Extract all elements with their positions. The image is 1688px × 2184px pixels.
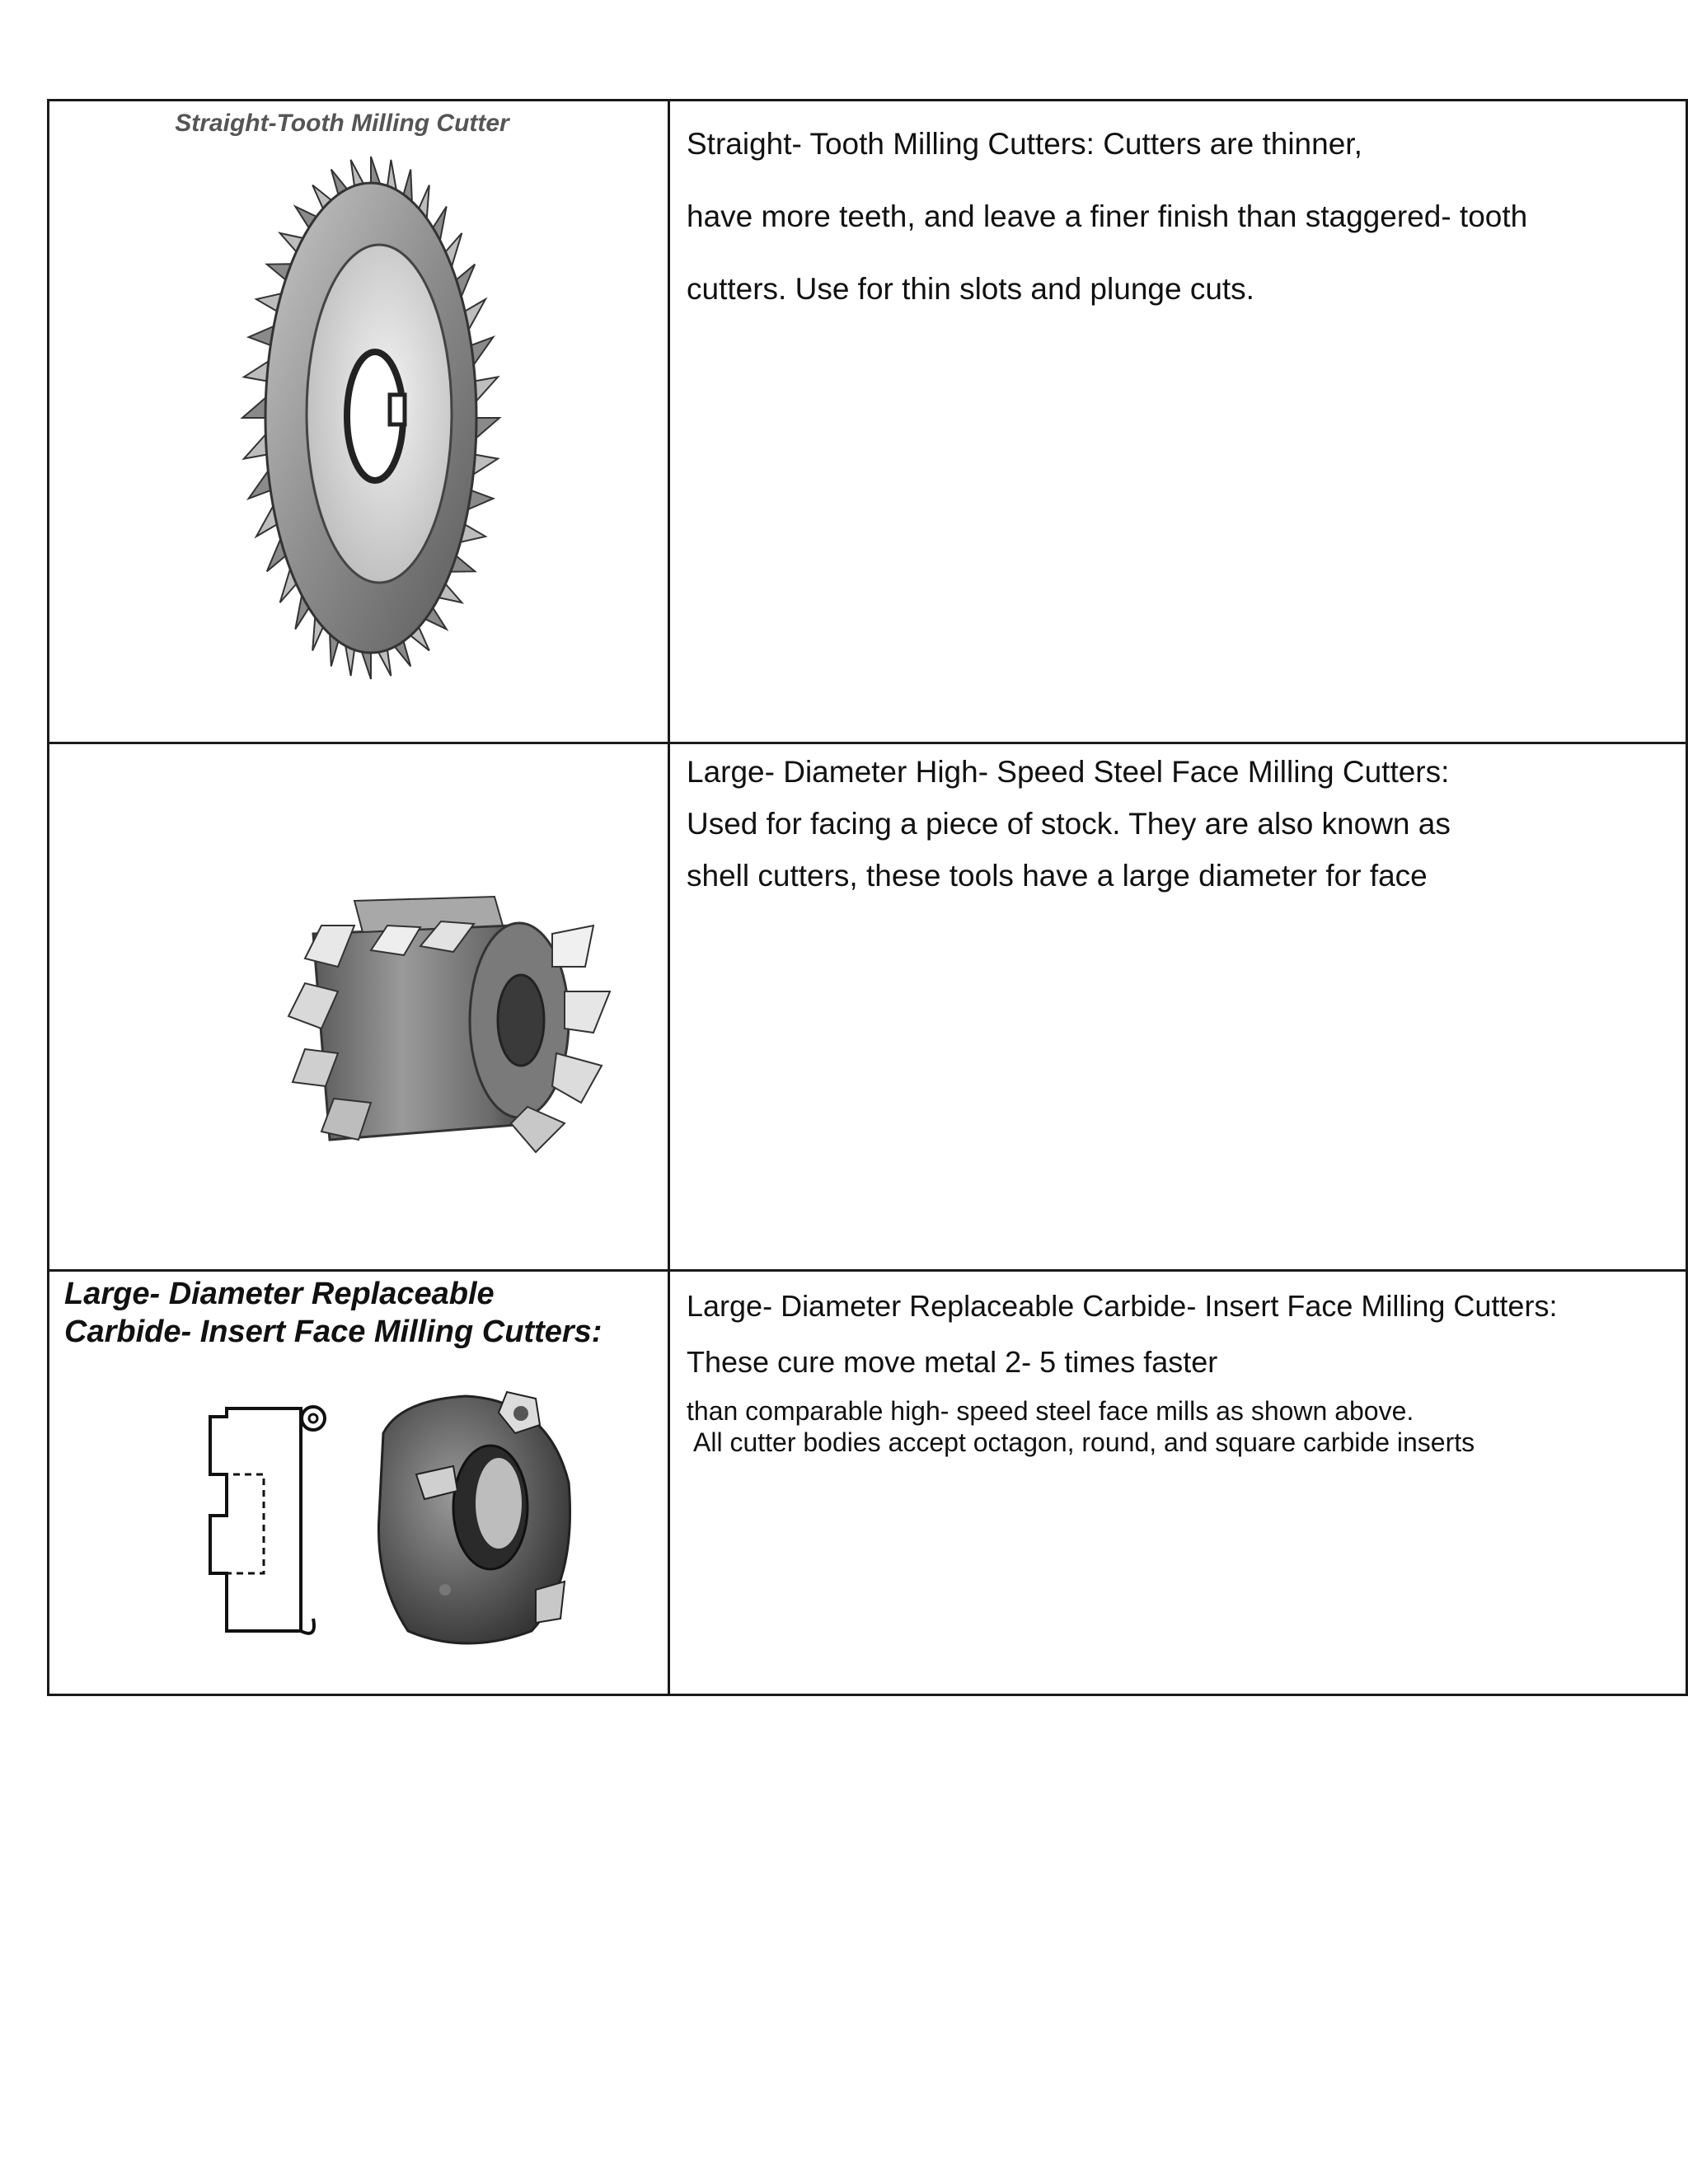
- image-cell: [49, 743, 669, 1271]
- description-line: All cutter bodies accept octagon, round, and square carbide inserts: [693, 1427, 1475, 1457]
- description-cell: [669, 743, 1687, 1271]
- saw-tooth: [244, 434, 267, 458]
- carbide-insert-line-drawing-icon: [194, 1384, 342, 1656]
- table-row: [49, 743, 1687, 1271]
- caption-line: Large- Diameter Replaceable: [64, 1277, 495, 1311]
- saw-tooth: [378, 649, 391, 676]
- image-cell: [49, 1271, 669, 1695]
- straight-tooth-cutter-icon: [227, 154, 668, 682]
- description-line: than comparable high- speed steel face mills as shown above.: [687, 1396, 1414, 1426]
- saw-tooth: [242, 397, 265, 418]
- description-cell: [669, 1271, 1687, 1695]
- image-caption: [49, 1272, 668, 1351]
- image-caption: Straight-Tooth Milling Cutter: [175, 110, 509, 137]
- saw-tooth: [473, 455, 498, 475]
- saw-tooth: [244, 361, 269, 381]
- saw-tooth: [476, 418, 499, 438]
- description-line: cutters. Use for thin slots and plunge cuts.: [687, 272, 1254, 306]
- description-line: Large- Diameter High- Speed Steel Face Milling Cutters:: [687, 755, 1450, 789]
- description-line: These cure move metal 2- 5 times faster: [687, 1345, 1218, 1379]
- description-line: shell cutters, these tools have a large diameter for face: [687, 859, 1428, 893]
- image-cell: [49, 101, 669, 743]
- description-line: Straight- Tooth Milling Cutters: Cutters are thinner,: [687, 127, 1362, 161]
- milling-cutters-table: [47, 99, 1688, 1696]
- description-cell: [669, 101, 1687, 743]
- saw-tooth: [249, 471, 271, 499]
- description-line: Large- Diameter Replaceable Carbide- Insert Face Milling Cutters:: [687, 1289, 1558, 1323]
- saw-tooth: [471, 337, 494, 365]
- table-row: [49, 101, 1687, 743]
- saw-tooth: [371, 157, 380, 184]
- saw-tooth: [362, 652, 371, 679]
- saw-tooth: [475, 377, 498, 401]
- description-line: have more teeth, and leave a finer finish than staggered- tooth: [687, 199, 1528, 233]
- caption-line: Carbide- Insert Face Milling Cutters:: [64, 1315, 603, 1349]
- description-line: Used for facing a piece of stock. They are also known as: [687, 807, 1451, 841]
- shell-mill-cutter-icon: [256, 876, 668, 1173]
- table-row: [49, 1271, 1687, 1695]
- saw-tooth: [351, 160, 363, 186]
- carbide-insert-cutter-icon: [367, 1384, 581, 1656]
